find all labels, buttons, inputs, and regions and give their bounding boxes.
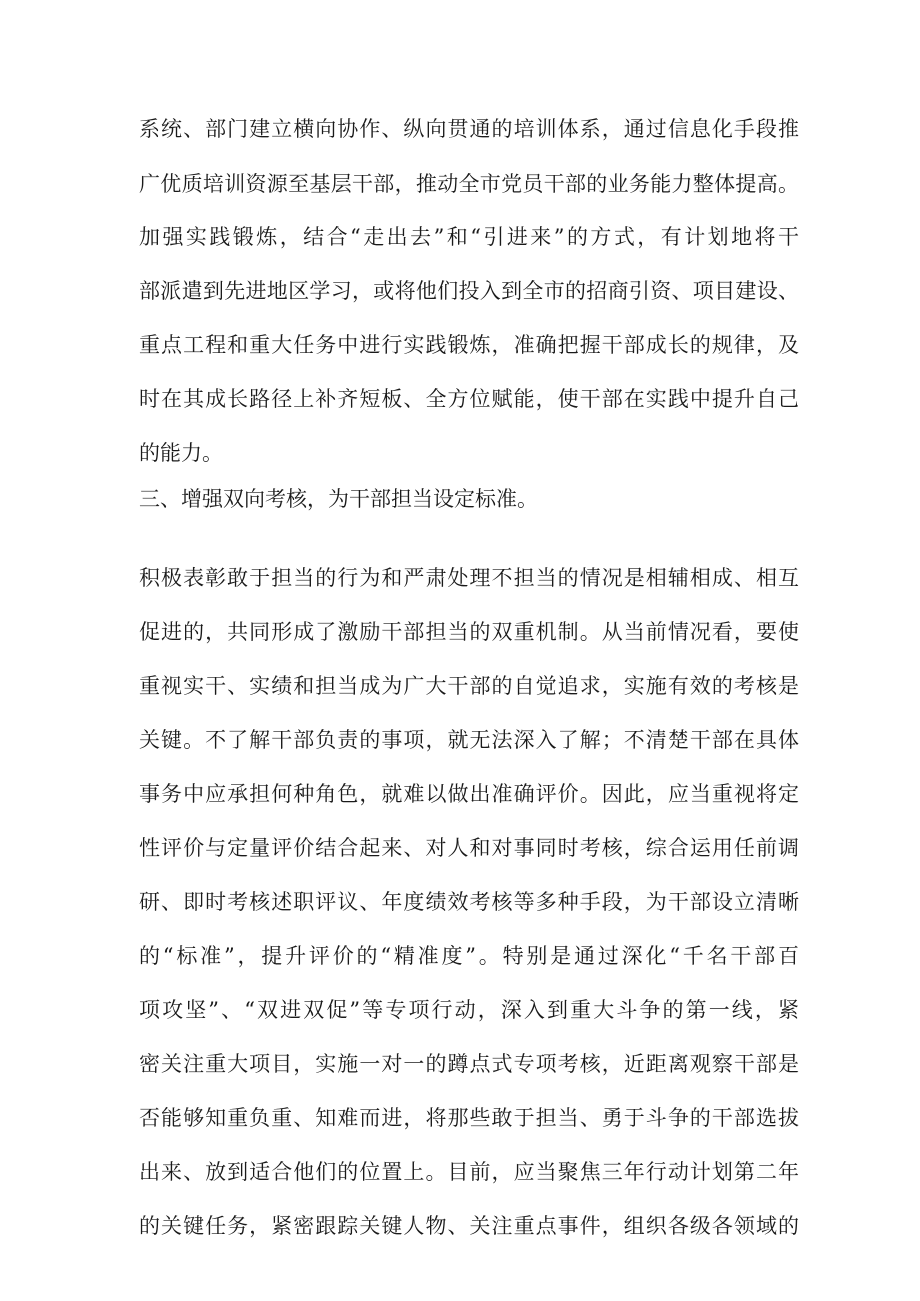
text-line: 关键。不了解干部负责的事项，就无法深入了解；不清楚干部在具体 [139, 728, 799, 752]
text-line: 否能够知重负重、知难而进，将那些敢于担当、勇于斗争的干部选拔 [139, 1106, 799, 1130]
text-line: 研、即时考核述职评议、年度绩效考核等多种手段，为干部设立清晰 [139, 890, 799, 914]
text-line: 广优质培训资源至基层干部，推动全市党员干部的业务能力整体提高。 [139, 172, 799, 196]
text-line: 重点工程和重大任务中进行实践锻炼，准确把握干部成长的规律，及 [139, 333, 799, 357]
text-line: 促进的，共同形成了激励干部担当的双重机制。从当前情况看，要使 [139, 620, 799, 644]
text-line: 加强实践锻炼，结合“走出去”和“引进来”的方式，有计划地将干 [139, 225, 799, 249]
text-line: 项攻坚”、“双进双促”等专项行动，深入到重大斗争的第一线，紧 [139, 998, 799, 1022]
text-line: 重视实干、实绩和担当成为广大干部的自觉追求，实施有效的考核是 [139, 674, 799, 698]
text-line: 时在其成长路径上补齐短板、全方位赋能，使干部在实践中提升自己 [139, 387, 799, 411]
text-line: 性评价与定量评价结合起来、对人和对事同时考核，综合运用任前调 [139, 836, 799, 860]
text-line: 部派遣到先进地区学习，或将他们投入到全市的招商引资、项目建设、 [139, 279, 799, 303]
section-heading: 三、增强双向考核，为干部担当设定标准。 [139, 487, 538, 511]
text-line: 的关键任务，紧密跟踪关键人物、关注重点事件，组织各级各领域的 [139, 1214, 799, 1238]
text-line: 积极表彰敢于担当的行为和严肃处理不担当的情况是相辅相成、相互 [139, 566, 799, 590]
text-line: 密关注重大项目，实施一对一的蹲点式专项考核，近距离观察干部是 [139, 1052, 799, 1076]
text-line: 系统、部门建立横向协作、纵向贯通的培训体系，通过信息化手段推 [139, 117, 799, 141]
text-line: 出来、放到适合他们的位置上。目前，应当聚焦三年行动计划第二年 [139, 1160, 799, 1184]
text-line: 事务中应承担何种角色，就难以做出准确评价。因此，应当重视将定 [139, 782, 799, 806]
text-line: 的“标准”，提升评价的“精准度”。特别是通过深化“千名干部百 [139, 944, 799, 968]
text-line: 的能力。 [139, 441, 223, 465]
